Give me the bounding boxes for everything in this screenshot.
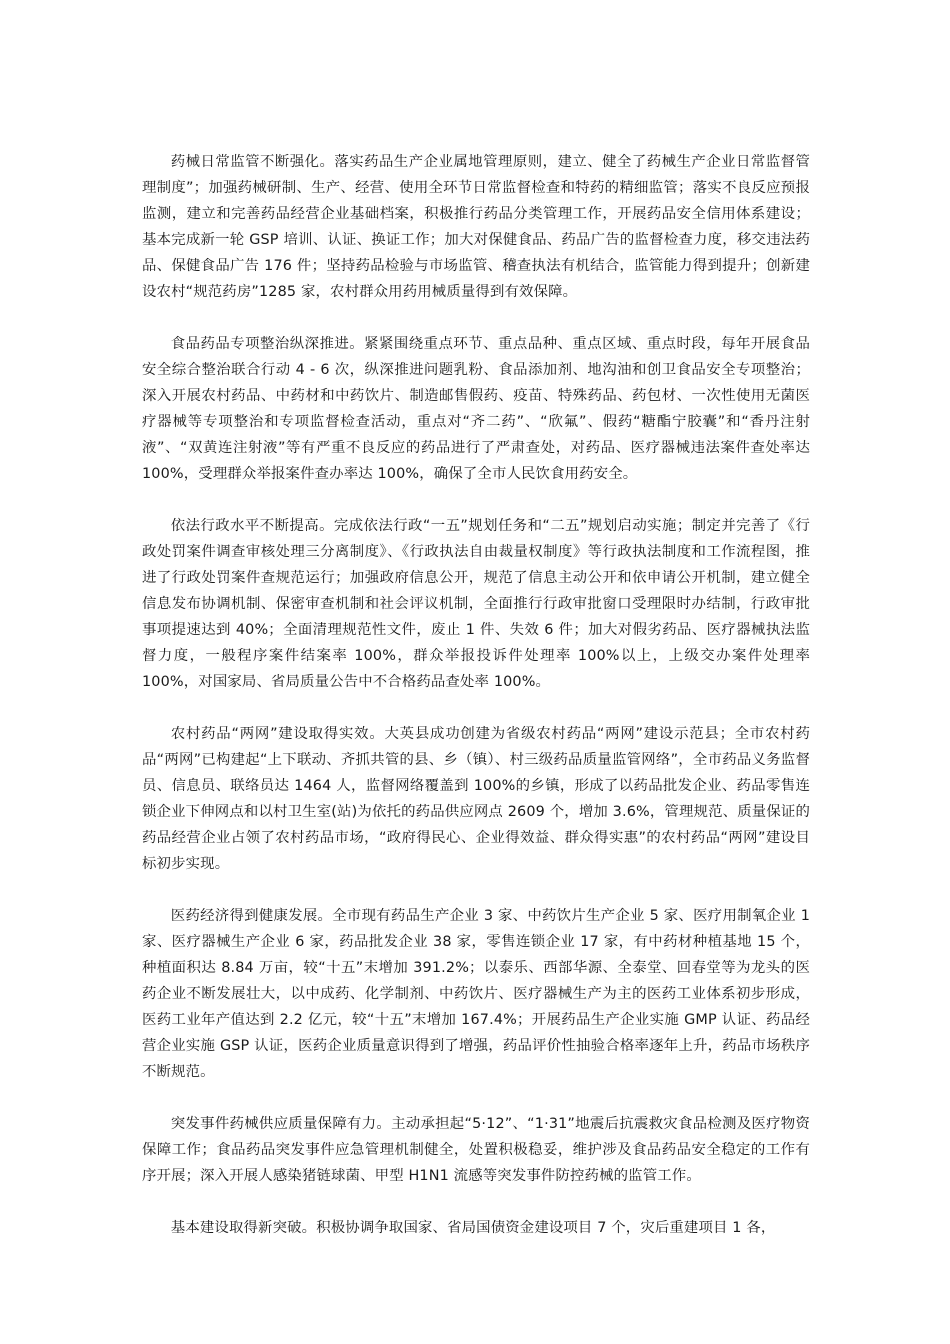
paragraph-pharma-economy: 医药经济得到健康发展。全市现有药品生产企业 3 家、中药饮片生产企业 5 家、医疗用制氧企业 1 家、医疗器械生产企业 6 家，药品批发企业 38 家，零售连锁企业 17 家，有中药材种植基地 15 个，种植面积达 8.84 万亩，较“十五”末增加 391.2%；以泰乐、西部华源、全泰堂、回春堂等为龙头的医药企业不断发展壮大，以中成药、化学制剂、中药饮片、医疗器械生产为主的医药工业体系初步形成，医药工业年产值达到 2.2 亿元，较“十五”末增加 167.4%；开展药品生产企业实施 GMP 认证、药品经营企业实施 GSP 认证，医药企业质量意识得到了增强，药品评价性抽验合格率逐年上升，药品市场秩序不断规范。 (142, 908, 810, 1080)
paragraph-drug-device-supervision: 药械日常监管不断强化。落实药品生产企业属地管理原则，建立、健全了药械生产企业日常监督管理制度”；加强药械研制、生产、经营、使用全环节日常监督检查和特药的精细监管；落实不良反应预报监测，建立和完善药品经营企业基础档案，积极推行药品分类管理工作，开展药品安全信用体系建设；基本完成新一轮 GSP 培训、认证、换证工作；加大对保健食品、药品广告的监督检查力度，移交违法药品、保健食品广告 176 件；坚持药品检验与市场监管、稽查执法有机结合，监管能力得到提升；创新建设农村“规范药房”1285 家，农村群众用药用械质量得到有效保障。 (142, 154, 810, 300)
paragraph-rural-two-networks: 农村药品“两网”建设取得实效。大英县成功创建为省级农村药品“两网”建设示范县；全市农村药品“两网”已构建起“上下联动、齐抓共管的县、乡（镇）、村三级药品质量监管网络”，全市药品义务监督员、信息员、联络员达 1464 人，监督网络覆盖到 100%的乡镇，形成了以药品批发企业、药品零售连锁企业下伸网点和以村卫生室(站)为依托的药品供应网点 2609 个，增加 3.6%，管理规范、质量保证的药品经营企业占领了农村药品市场，“政府得民心、企业得效益、群众得实惠”的农村药品“两网”建设目标初步实现。 (142, 726, 810, 872)
paragraph-emergency-supply: 突发事件药械供应质量保障有力。主动承担起“5·12”、“1·31”地震后抗震救灾食品检测及医疗物资保障工作；食品药品突发事件应急管理机制健全，处置积极稳妥，维护涉及食品药品安全稳定的工作有序开展；深入开展人感染猪链球菌、甲型 H1N1 流感等突发事件防控药械的监管工作。 (142, 1116, 810, 1184)
paragraph-special-rectification: 食品药品专项整治纵深推进。紧紧围绕重点环节、重点品种、重点区域、重点时段，每年开展食品安全综合整治联合行动 4 - 6 次，纵深推进问题乳粉、食品添加剂、地沟油和创卫食品安全专项整治；深入开展农村药品、中药材和中药饮片、制造邮售假药、疫苗、特殊药品、药包材、一次性使用无菌医疗器械等专项整治和专项监督检查活动，重点对“齐二药”、“欣氟”、假药“糖酯宁胶囊”和“香丹注射液”、“双黄连注射液”等有严重不良反应的药品进行了严肃查处，对药品、医疗器械违法案件查处率达 100%，受理群众举报案件查办率达 100%，确保了全市人民饮食用药安全。 (142, 336, 810, 482)
paragraph-infrastructure: 基本建设取得新突破。积极协调争取国家、省局国债资金建设项目 7 个，灾后重建项目 1 各， (170, 1220, 776, 1236)
document-body (142, 149, 810, 1241)
paragraph-administration-by-law: 依法行政水平不断提高。完成依法行政“一五”规划任务和“二五”规划启动实施；制定并完善了《行政处罚案件调查审核处理三分离制度》、《行政执法自由裁量权制度》等行政执法制度和工作流程图，推进了行政处罚案件查规范运行；加强政府信息公开，规范了信息主动公开和依申请公开机制，建立健全信息发布协调机制、保密审查机制和社会评议机制，全面推行行政审批窗口受理限时办结制，行政审批事项提速达到 40%；全面清理规范性文件，废止 1 件、失效 6 件；加大对假劣药品、医疗器械执法监督力度，一般程序案件结案率 100%，群众举报投诉件处理率 100%以上，上级交办案件处理率 100%，对国家局、省局质量公告中不合格药品查处率 100%。 (142, 518, 810, 690)
